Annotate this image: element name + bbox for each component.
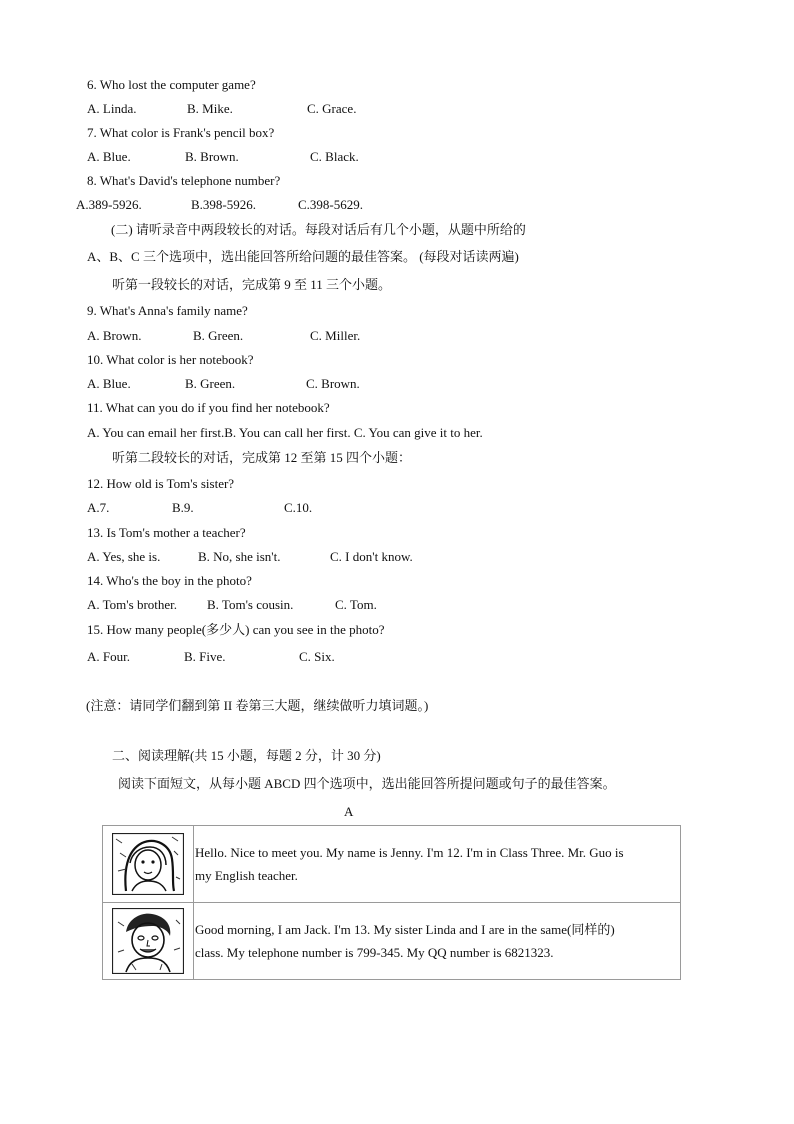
question-8: 8. What's David's telephone number?: [87, 173, 281, 188]
question-9: 9. What's Anna's family name?: [87, 303, 248, 318]
q7-option-c: C. Black.: [310, 149, 359, 164]
jenny-text-cell: [194, 826, 681, 903]
q8-option-a: A.389-5926.: [76, 197, 142, 212]
q6-option-b: B. Mike.: [187, 101, 233, 116]
dialog1-note: 听第一段较长的对话，完成第 9 至 11 三个小题。: [112, 277, 392, 292]
q8-option-b: B.398-5926.: [191, 197, 256, 212]
q7-option-a: A. Blue.: [87, 149, 131, 164]
q10-option-c: C. Brown.: [306, 376, 360, 391]
q13-option-b: B. No, she isn't.: [198, 549, 281, 564]
q15-option-a: A. Four.: [87, 649, 130, 664]
section2-intro-line1: (二) 请听录音中两段较长的对话。每段对话后有几个小题，从题中所给的: [111, 222, 526, 237]
q10-option-b: B. Green.: [185, 376, 236, 391]
section2-intro-line2: A、B、C 三个选项中，选出能回答所给问题的最佳答案。 (每段对话读两遍): [87, 249, 519, 264]
jack-text-line1: Good morning, I am Jack. I'm 13. My sister Linda and I are in the same(同样的): [195, 922, 615, 937]
jack-text-line2: class. My telephone number is 799-345. My QQ number is 6821323.: [195, 945, 554, 960]
q10-option-a: A. Blue.: [87, 376, 131, 391]
q14-option-a: A. Tom's brother.: [87, 597, 178, 612]
q6-option-a: A. Linda.: [87, 101, 137, 116]
q13-option-a: A. Yes, she is.: [87, 549, 161, 564]
question-6: 6. Who lost the computer game?: [87, 77, 256, 92]
q11-options: A. You can email her first.B. You can call her first. C. You can give it to her.: [87, 425, 483, 440]
question-13: 13. Is Tom's mother a teacher?: [87, 525, 246, 540]
girl-portrait-image: [112, 833, 184, 895]
jenny-photo-cell: [103, 826, 194, 903]
passage-row-jenny: [103, 826, 681, 903]
passage-table: [102, 825, 681, 980]
q7-option-b: B. Brown.: [185, 149, 239, 164]
q12-option-c: C.10.: [284, 500, 313, 515]
question-14: 14. Who's the boy in the photo?: [87, 573, 252, 588]
question-7: 7. What color is Frank's pencil box?: [87, 125, 275, 140]
q14-option-b: B. Tom's cousin.: [207, 597, 294, 612]
passage-row-jack: [103, 903, 681, 980]
jenny-text-line1: Hello. Nice to meet you. My name is Jenny. I'm 12. I'm in Class Three. Mr. Guo is: [195, 845, 624, 860]
q14-option-c: C. Tom.: [335, 597, 377, 612]
q9-option-a: A. Brown.: [87, 328, 142, 343]
jenny-text-line2: my English teacher.: [195, 868, 298, 883]
q6-option-c: C. Grace.: [307, 101, 357, 116]
q12-option-a: A.7.: [87, 500, 110, 515]
question-10: 10. What color is her notebook?: [87, 352, 254, 367]
q9-option-c: C. Miller.: [310, 328, 361, 343]
reading-instruction: 阅读下面短文，从每小题 ABCD 四个选项中，选出能回答所提问题或句子的最佳答案。: [118, 776, 616, 791]
q15-option-b: B. Five.: [184, 649, 226, 664]
question-11: 11. What can you do if you find her notebook?: [87, 400, 330, 415]
q13-option-c: C. I don't know.: [330, 549, 413, 564]
question-12: 12. How old is Tom's sister?: [87, 476, 235, 491]
jack-text-cell: [194, 903, 681, 980]
question-15: 15. How many people(多少人) can you see in the photo?: [87, 622, 385, 637]
passage-label: A: [344, 804, 354, 819]
q8-option-c: C.398-5629.: [298, 197, 363, 212]
dialog2-note: 听第二段较长的对话，完成第 12 至第 15 四个小题：: [112, 450, 412, 465]
q15-option-c: C. Six.: [299, 649, 335, 664]
turn-page-note: (注意：请同学们翻到第 II 卷第三大题，继续做听力填词题。): [86, 698, 429, 713]
reading-heading: 二、阅读理解(共 15 小题，每题 2 分，计 30 分): [112, 748, 381, 763]
q9-option-b: B. Green.: [193, 328, 244, 343]
jack-photo-cell: [103, 903, 194, 980]
boy-portrait-image: [112, 908, 184, 974]
q12-option-b: B.9.: [172, 500, 194, 515]
